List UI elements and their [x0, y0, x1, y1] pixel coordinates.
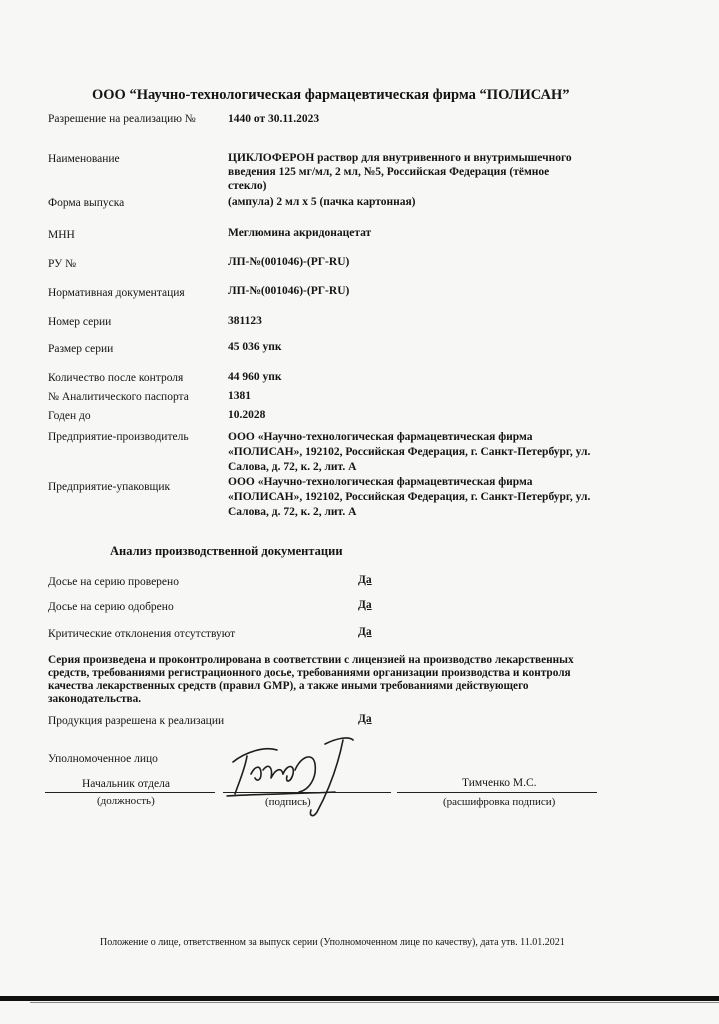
document-title: ООО “Научно-технологическая фармацевтическая фирма “ПОЛИСАН” [92, 87, 570, 103]
name-label: Наименование [48, 153, 120, 165]
critical-label: Критические отклонения отсутствуют [48, 628, 236, 640]
checked-value: Да [358, 574, 372, 586]
name-value-signature: Тимченко М.С. [462, 777, 537, 789]
name-line [397, 792, 597, 793]
manufacturer-value: ООО «Научно-технологическая фармацевтическая фирма «ПОЛИСАН», 192102, Российская Федерация, г. Санкт-Петербург, ул. Салова, д. 72, к. 2, лит. А [228, 431, 591, 473]
release-value: Да [358, 713, 372, 725]
signature-caption: (подпись) [265, 796, 311, 808]
ru-label: РУ № [48, 258, 77, 270]
size-value: 45 036 упк [228, 341, 282, 353]
manufacturer-label: Предприятие-производитель [48, 431, 189, 443]
packer-label: Предприятие-упаковщик [48, 481, 171, 493]
handwritten-signature [225, 734, 360, 824]
qty-value: 44 960 упк [228, 371, 282, 383]
form-label: Форма выпуска [48, 197, 125, 209]
analysis-heading: Анализ производственной документации [110, 544, 343, 558]
scan-edge-bar [0, 996, 719, 1001]
series-value: 381123 [228, 315, 262, 327]
form-value: (ампула) 2 мл х 5 (пачка картонная) [228, 196, 416, 208]
critical-value: Да [358, 626, 372, 638]
ru-value: ЛП-№(001046)-(РГ-RU) [228, 256, 350, 268]
name-caption: (расшифровка подписи) [443, 796, 556, 808]
approved-label: Досье на серию одобрено [48, 601, 174, 613]
approved-value: Да [358, 599, 372, 611]
permit-value: 1440 от 30.11.2023 [228, 113, 320, 125]
release-statement: Серия произведена и проконтролирована в соответствии с лицензией на производство лекарственных средств, требованиями регистрационного досье, требованиями организации производства и контроля качества лекарственных средств (правил GMP), а также иными требованиями действующего законодательства. [48, 654, 574, 705]
expiry-label: Годен до [48, 410, 91, 422]
inn-label: МНН [48, 229, 75, 241]
series-label: Номер серии [48, 316, 112, 328]
qty-label: Количество после контроля [48, 372, 184, 384]
passport-value: 1381 [228, 390, 251, 402]
packer-value: ООО «Научно-технологическая фармацевтическая фирма «ПОЛИСАН», 192102, Российская Федерация, г. Санкт-Петербург, ул. Салова, д. 72, к. 2, лит. А [228, 476, 591, 518]
name-value: ЦИКЛОФЕРОН раствор для внутривенного и внутримышечного введения 125 мг/мл, 2 мл, №5, Российская Федерация (тёмное стекло) [228, 152, 572, 192]
position-caption: (должность) [97, 795, 155, 807]
authorized-person: Уполномоченное лицо [48, 753, 158, 765]
size-label: Размер серии [48, 343, 114, 355]
release-label: Продукция разрешена к реализации [48, 715, 225, 727]
ndoc-value: ЛП-№(001046)-(РГ-RU) [228, 285, 350, 297]
inn-value: Меглюмина акридонацетат [228, 227, 372, 239]
permit-label: Разрешение на реализацию № [48, 113, 196, 125]
ndoc-label: Нормативная документация [48, 287, 185, 299]
passport-label: № Аналитического паспорта [48, 391, 189, 403]
position-line [45, 792, 215, 793]
checked-label: Досье на серию проверено [48, 576, 179, 588]
expiry-value: 10.2028 [228, 409, 266, 421]
scan-edge-line [30, 1002, 719, 1003]
footer-note: Положение о лице, ответственном за выпуск серии (Уполномоченном лице по качеству), дата утв. 11.01.2021 [100, 937, 565, 948]
position-value: Начальник отдела [82, 778, 170, 790]
